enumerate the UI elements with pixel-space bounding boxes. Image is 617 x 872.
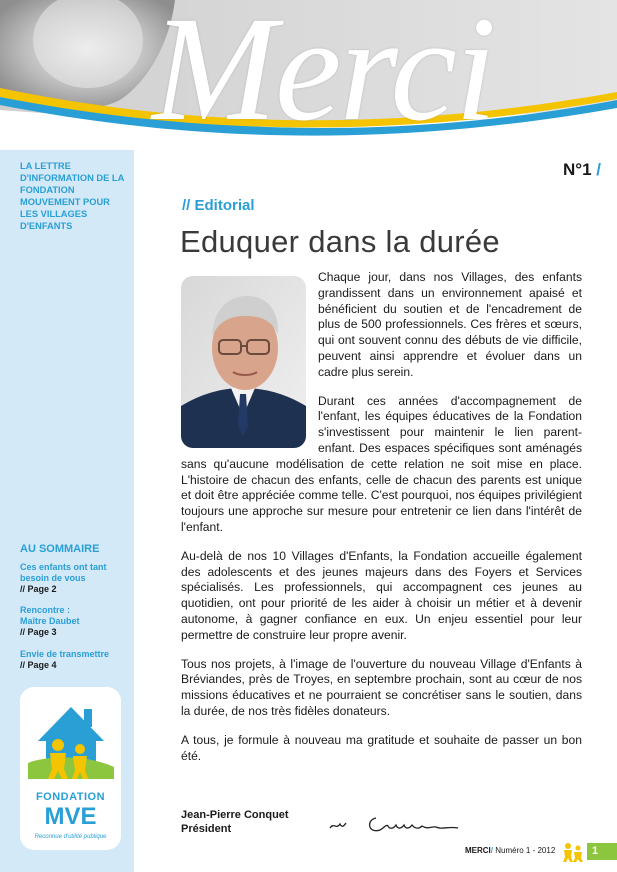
toc-item-title: Envie de transmettre	[20, 649, 110, 659]
article-headline: Eduquer dans la durée	[180, 224, 500, 259]
newsletter-intro: LA LETTRE D'INFORMATION DE LA FONDATION MOUVEMENT POUR LES VILLAGES D'ENFANTS	[20, 161, 124, 231]
toc-item-page: // Page 3	[20, 627, 57, 637]
signer-block	[181, 808, 289, 836]
issue-slash: /	[596, 160, 601, 179]
footer-slash: /	[490, 846, 494, 855]
handwritten-signature	[328, 808, 468, 838]
toc-item[interactable]	[20, 605, 130, 638]
header-banner	[0, 0, 617, 160]
signer-title: Président	[181, 823, 232, 835]
toc-item-title: Ces enfants ont tant besoin de vous	[20, 562, 107, 583]
article-paragraph: Durant ces années d'accompagnement de l'enfant, les équipes éducatives de la Fondation s'investissent pour maintenir le lien parent-enfant. Des espaces spécifiques sont aménagés sans qu'aucune modélisation de cette relation ne soit mise en place. L'histoire de chacun des enfants, celle de chacun des parents est unique et doit être appréciée comme telle. C'est pourquoi, nos équipes privilégient toujours une approche sur mesure pour entretenir ce lien dans l'intérêt de l'enfant.	[181, 393, 582, 534]
section-label: // Editorial	[182, 197, 255, 214]
signer-name: Jean-Pierre Conquet	[181, 809, 289, 821]
toc-title: AU SOMMAIRE	[20, 543, 100, 555]
newsletter-title: Merci	[152, 0, 495, 152]
logo-fondation-text: FONDATION	[35, 791, 106, 803]
toc-item[interactable]	[20, 649, 130, 671]
fondation-mve-logo	[20, 687, 121, 850]
footer-issue: Numéro 1 - 2012	[495, 846, 556, 855]
toc-item-title: Rencontre : Maître Daubet	[20, 605, 80, 626]
article-paragraph: Chaque jour, dans nos Villages, des enfants grandissent dans un environnement apaisé et bénéficient du soutien et de l'encadrement de plus de 500 professionnels. Ces frères et sœurs, qui ont souvent connu des débuts de vie difficile, peuvent ainsi apprendre et évoluer dans un cadre plus serein.	[318, 270, 582, 379]
footer-publication: MERCI	[465, 846, 491, 855]
issue-number-text: N°1	[563, 160, 592, 179]
issue-number	[563, 160, 601, 180]
page-footer	[465, 846, 555, 855]
kids-icon	[562, 842, 584, 862]
logo-subtitle: Reconnue d'utilité publique	[34, 834, 107, 840]
article-paragraph: A tous, je formule à nouveau ma gratitude et souhaite de passer un bon été.	[181, 732, 582, 763]
article-body	[181, 270, 582, 777]
page-number-badge: 1	[587, 843, 617, 860]
house-kids-icon	[28, 693, 114, 791]
toc-item-page: // Page 4	[20, 660, 57, 670]
toc-item[interactable]	[20, 562, 130, 595]
toc-item-page: // Page 2	[20, 584, 57, 594]
logo-mve-text: MVE	[44, 803, 97, 830]
sidebar	[0, 150, 134, 872]
article-paragraph: Au-delà de nos 10 Villages d'Enfants, la Fondation accueille également des adolescents et des jeunes majeurs dans des Foyers et Services spécialisés. Les professionnels, qui accompagnent ces jeunes au quotidien, ont pour priorité de les aider à choisir un métier et à devenir autonome, à gagner confiance en eux. Un enjeu essentiel pour leur permettre de construire leur propre avenir.	[181, 548, 582, 642]
article-paragraph: Tous nos projets, à l'image de l'ouverture du nouveau Village d'Enfants à Bréviandes, près de Troyes, en septembre prochain, sont au cœur de nos missions éducatives et ne pourraient se concrétiser sans le soutien, dans la durée, de nos très fidèles donateurs.	[181, 656, 582, 718]
